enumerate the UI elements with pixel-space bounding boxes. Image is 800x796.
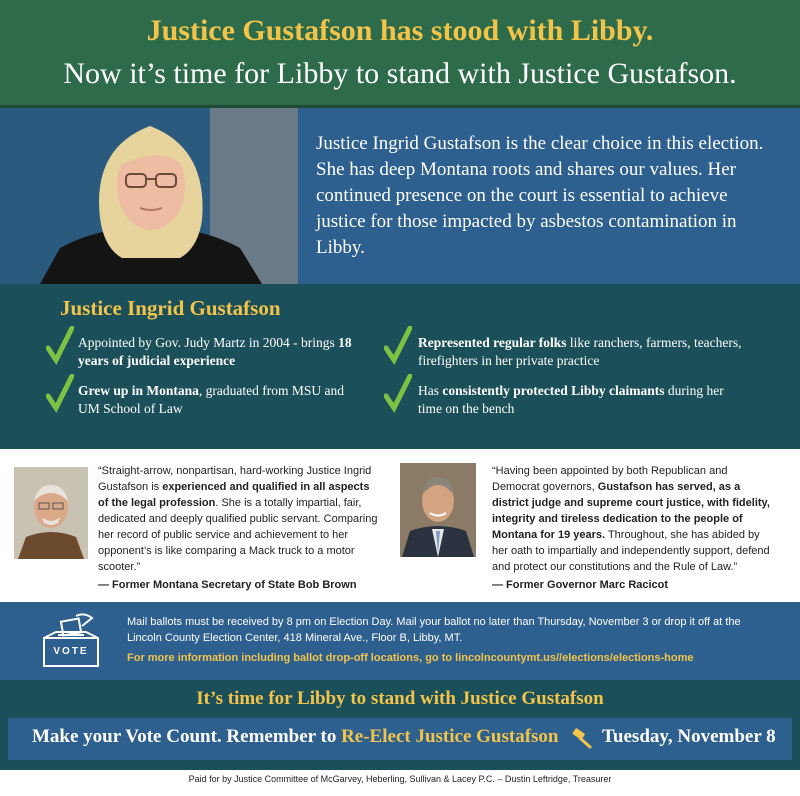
endorser-photo-bob-brown [14, 467, 88, 559]
headline-white: Now it’s time for Libby to stand with Justice Gustafson. [63, 57, 737, 90]
call-to-action-section [0, 680, 800, 770]
voting-info-section [0, 602, 800, 680]
attribution-marc-racicot: — Former Governor Marc Racicot [492, 579, 669, 591]
headline-gold: Justice Gustafson has stood with Libby. [146, 14, 654, 47]
mail-ballot-info: Mail ballots must be received by 8 pm on Election Day. Mail your ballot no later than Thursday, November 3 or drop it off at the Lincoln County Election Center, 418 Mineral Ave., Floor B, Libby, MT. [127, 616, 741, 644]
candidate-photo [0, 108, 298, 284]
checkmark-icon [46, 326, 74, 366]
cta-headline: It’s time for Libby to stand with Justice Gustafson [196, 688, 604, 709]
attribution-bob-brown: — Former Montana Secretary of State Bob Brown [98, 579, 357, 591]
credentials-section [0, 284, 800, 446]
ballot-box-icon [36, 612, 106, 670]
endorsements-section [0, 446, 800, 602]
paid-for-disclaimer: Paid for by Justice Committee of McGarvey, Heberling, Sullivan & Lacey P.C. – Dustin Leftridge, Treasurer [0, 770, 800, 796]
more-info-link[interactable]: For more information including ballot drop-off locations, go to lincolncountymt.us//elections/elections-home [127, 652, 694, 664]
quote-marc-racicot: “Having been appointed by both Republican and Democrat governors, Gustafson has served, as a district judge and supreme court justice, with fidelity, integrity and tireless dedication to the people of Montana for 19 years. Throughout, she has abided by her oath to impartially and independently support, defend and protect our constitutions and the Rule of Law.” [492, 465, 770, 573]
header-banner [0, 0, 800, 108]
checkmark-icon [384, 374, 412, 414]
ballot-box-label: VOTE [53, 646, 89, 657]
cta-message: Make your Vote Count. Remember to Re-Elect Justice Gustafson [32, 726, 559, 747]
credential-item: Grew up in Montana, graduated from MSU and UM School of Law [78, 383, 344, 416]
credential-item: Appointed by Gov. Judy Martz in 2004 - brings 18 years of judicial experience [78, 335, 352, 368]
hero-section [0, 108, 800, 284]
checkmark-icon [46, 374, 74, 414]
quote-bob-brown: “Straight-arrow, nonpartisan, hard-working Justice Ingrid Gustafson is experienced and qualified in all aspects of the legal profession. She is a totally impartial, fair, dedicated and deeply qualified public servant. Comparing her record of public service and achievement to her opponent’s is like comparing a Mack truck to a motor scooter.” [98, 465, 378, 573]
credential-item: Represented regular folks like ranchers, farmers, teachers, firefighters in her private practice [418, 335, 742, 368]
credential-item: Has consistently protected Libby claimants during her time on the bench [418, 383, 724, 416]
gavel-icon [571, 727, 593, 749]
endorser-photo-marc-racicot [400, 463, 476, 557]
election-date: Tuesday, November 8 [602, 726, 776, 747]
checkmark-icon [384, 326, 412, 366]
cta-bar [8, 718, 792, 760]
intro-paragraph: Justice Ingrid Gustafson is the clear choice in this election. She has deep Montana roots and shares our values. Her continued presence on the court is essential to achieve justice for those impacted by asbestos contamination in Libby. [316, 133, 764, 258]
credentials-title: Justice Ingrid Gustafson [60, 296, 281, 320]
